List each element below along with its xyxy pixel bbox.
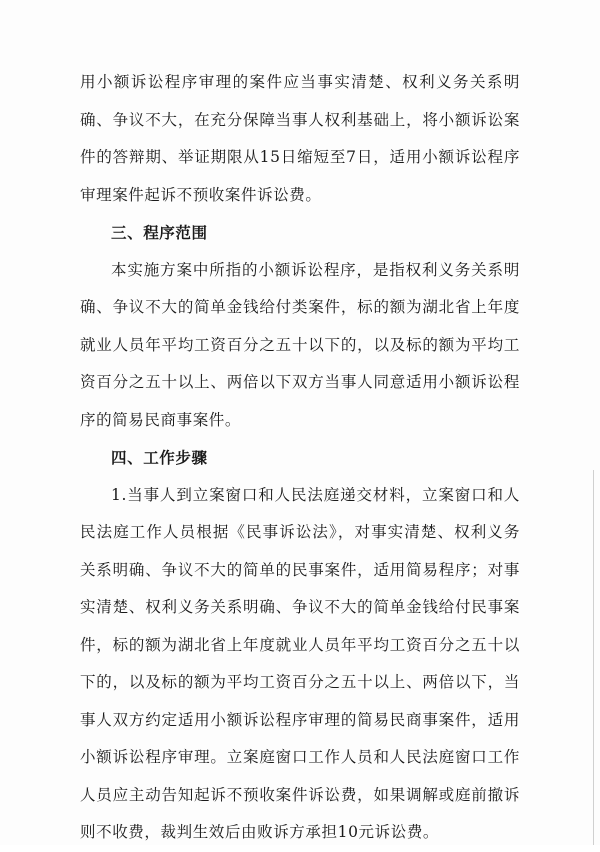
- document-body: [80, 64, 520, 852]
- section-heading-procedure-scope: 三、程序范围: [111, 223, 208, 242]
- work-step-1-paragraph: 1.当事人到立案窗口和人民法庭递交材料，立案窗口和人民法庭工作人员根据《民事诉讼法》，对事实清楚、权利义务关系明确、争议不大的简单的民事案件，适用简易程序；对事实清楚、权利义务关系明确、争议不大的简单金钱给付民事案件，标的额为湖北省上年度就业人员年平均工资百分之五十以下的，以及标的额为平均工资百分之五十以上、两倍以下，当事人双方约定适用小额诉讼程序审理的简易民商事案件，适用小额诉讼程序审理。立案庭窗口工作人员和人民法庭窗口工作人员应主动告知起诉不预收案件诉讼费，如果调解或庭前撤诉则不收费，裁判生效后由败诉方承担10元诉讼费。: [80, 485, 520, 841]
- intro-paragraph: 用小额诉讼程序审理的案件应当事实清楚、权利义务关系明确、争议不大，在充分保障当事人权利基础上，将小额诉讼案件的答辩期、举证期限从15日缩短至7日，适用小额诉讼程序审理案件起诉不预收案件诉讼费。: [80, 73, 520, 204]
- scan-edge-line: [593, 470, 594, 845]
- procedure-scope-paragraph: 本实施方案中所指的小额诉讼程序，是指权利义务关系明确、争议不大的简单金钱给付类案件，标的额为湖北省上年度就业人员年平均工资百分之五十以下的，以及标的额为平均工资百分之五十以上、两倍以下双方当事人同意适用小额诉讼程序的简易民商事案件。: [80, 260, 520, 429]
- section-heading-work-steps: 四、工作步骤: [111, 448, 208, 467]
